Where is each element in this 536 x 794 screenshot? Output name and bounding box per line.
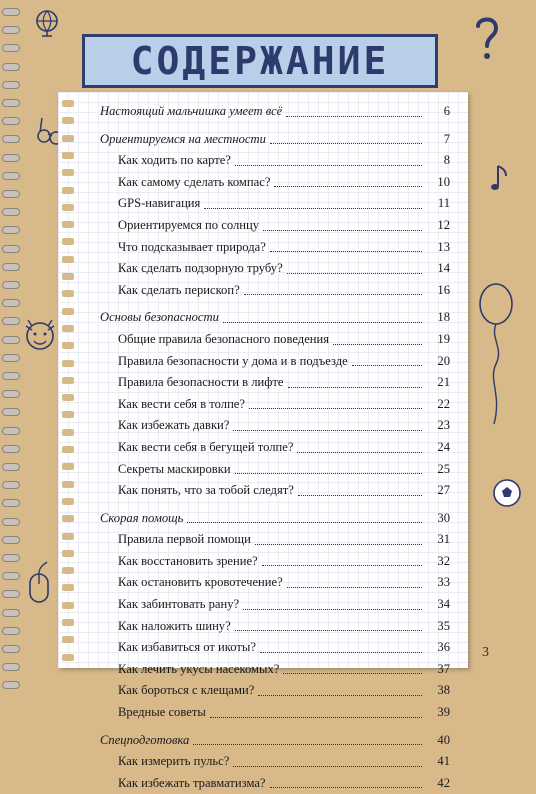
spiral-ring — [2, 663, 20, 671]
toc-page-number: 39 — [437, 705, 450, 720]
toc-page-number: 20 — [437, 353, 450, 368]
toc-entry-title: Как восстановить зрение? — [118, 553, 258, 568]
sheet-perforation — [62, 204, 74, 211]
toc-entry-title: Основы безопасности — [100, 310, 219, 325]
sheet-perforation — [62, 498, 74, 505]
girl-face-doodle-icon — [20, 314, 60, 354]
toc-page-number: 11 — [437, 196, 450, 211]
spiral-ring — [2, 518, 20, 526]
dot-leader — [333, 329, 422, 345]
toc-entry-title: Настоящий мальчишка умеет всё — [100, 104, 283, 118]
toc-page-number: 25 — [437, 461, 450, 476]
sheet-perforation — [62, 256, 74, 263]
dot-leader — [235, 616, 422, 632]
toc-entry-title: Что подсказывает природа? — [118, 239, 266, 254]
sheet-perforation — [62, 429, 74, 436]
toc-entry-title: Как наложить шину? — [118, 618, 231, 633]
toc-entry-title: Как ходить по карте? — [118, 153, 231, 168]
dot-leader — [263, 215, 422, 231]
dot-leader — [286, 101, 422, 117]
toc-page-number: 24 — [437, 439, 450, 454]
spiral-ring — [2, 8, 20, 16]
toc-entry-row — [100, 415, 450, 437]
dot-leader — [298, 480, 422, 496]
sheet-perforation — [62, 636, 74, 643]
sheet-perforation — [62, 654, 74, 661]
title-box — [82, 34, 438, 88]
spiral-ring — [2, 463, 20, 471]
toc-page-number: 19 — [437, 331, 450, 346]
toc-entry-row — [100, 329, 450, 351]
dot-leader — [270, 237, 422, 253]
toc-entry-row — [100, 351, 450, 373]
sheet-perforation — [62, 463, 74, 470]
toc-page-number: 8 — [443, 153, 450, 168]
toc-entry-title: Как понять, что за тобой следят? — [118, 483, 294, 498]
spiral-ring — [2, 190, 20, 198]
dot-leader — [270, 129, 422, 145]
toc-entry-title: Как сделать подзорную трубу? — [118, 261, 283, 276]
table-of-contents — [100, 101, 450, 794]
sheet-perforation — [62, 135, 74, 142]
sheet-perforation — [62, 325, 74, 332]
sheet-perforation — [62, 377, 74, 384]
toc-entry-row — [100, 637, 450, 659]
dot-leader — [260, 637, 422, 653]
spiral-ring — [2, 317, 20, 325]
toc-entry-row — [100, 372, 450, 394]
toc-entry-title: GPS-навигация — [118, 196, 201, 211]
spiral-ring — [2, 336, 20, 344]
toc-page-number: 10 — [437, 174, 450, 189]
toc-page-number: 13 — [437, 239, 450, 254]
toc-entry-row — [100, 751, 450, 773]
dot-leader — [243, 594, 422, 610]
toc-entry-row — [100, 702, 450, 724]
toc-page-number: 31 — [437, 532, 450, 547]
toc-entry-row — [100, 459, 450, 481]
dot-leader — [193, 730, 422, 746]
toc-section-row — [100, 730, 450, 752]
dot-leader — [210, 702, 422, 718]
toc-page-number: 18 — [437, 310, 450, 325]
spiral-ring — [2, 172, 20, 180]
toc-page-number: 34 — [437, 597, 450, 612]
dot-leader — [204, 193, 422, 209]
dot-leader — [233, 415, 422, 431]
sheet-perforation — [62, 342, 74, 349]
toc-entry-title: Как лечить укусы насекомых? — [118, 661, 280, 676]
sheet-perforation — [62, 567, 74, 574]
sheet-perforation — [62, 308, 74, 315]
dot-leader — [235, 459, 422, 475]
toc-page-number: 38 — [437, 683, 450, 698]
toc-entry-row — [100, 172, 450, 194]
spiral-ring — [2, 481, 20, 489]
toc-entry-row — [100, 437, 450, 459]
dot-leader — [287, 258, 422, 274]
toc-entry-title: Как избавиться от икоты? — [118, 640, 256, 655]
toc-entry-row — [100, 280, 450, 302]
dot-leader — [270, 773, 422, 789]
toc-entry-title: Как бороться с клещами? — [118, 683, 255, 698]
spiral-ring — [2, 554, 20, 562]
toc-page-number: 16 — [437, 282, 450, 297]
toc-entry-row — [100, 237, 450, 259]
spiral-ring — [2, 427, 20, 435]
dot-leader — [223, 307, 422, 323]
spiral-ring — [2, 117, 20, 125]
spiral-ring — [2, 645, 20, 653]
spiral-ring — [2, 499, 20, 507]
spiral-ring — [2, 81, 20, 89]
sheet-perforation — [62, 602, 74, 609]
dot-leader — [288, 372, 423, 388]
toc-page-number: 36 — [437, 640, 450, 655]
toc-entry-row — [100, 529, 450, 551]
dot-leader — [283, 659, 422, 675]
dot-leader — [297, 437, 422, 453]
toc-page-number: 37 — [437, 661, 450, 676]
toc-entry-row — [100, 215, 450, 237]
toc-page-number: 27 — [437, 483, 450, 498]
spiral-ring — [2, 372, 20, 380]
toc-entry-title: Ориентируемся по солнцу — [118, 217, 260, 232]
sheet-perforation — [62, 446, 74, 453]
sheet-perforation — [62, 169, 74, 176]
spiral-ring — [2, 536, 20, 544]
dot-leader — [255, 529, 422, 545]
music-note-icon — [490, 162, 510, 196]
toc-entry-title: Правила первой помощи — [118, 532, 251, 547]
spiral-ring — [2, 154, 20, 162]
toc-section-row — [100, 508, 450, 530]
dot-leader — [235, 150, 422, 166]
sheet-perforation — [62, 290, 74, 297]
dot-leader — [287, 572, 422, 588]
toc-page-number: 33 — [437, 575, 450, 590]
dot-leader — [233, 751, 422, 767]
toc-page-number: 12 — [437, 217, 450, 232]
sheet-perforation — [62, 550, 74, 557]
toc-page-number: 41 — [437, 754, 450, 769]
spiral-ring — [2, 208, 20, 216]
toc-page-number: 22 — [437, 396, 450, 411]
sheet-perforation — [62, 584, 74, 591]
toc-section-row — [100, 307, 450, 329]
spiral-ring — [2, 63, 20, 71]
toc-entry-title: Как остановить кровотечение? — [118, 575, 283, 590]
page-number: 3 — [482, 645, 489, 660]
toc-entry-title: Как избежать травматизма? — [118, 775, 266, 790]
mouse-doodle-icon — [24, 560, 54, 620]
globe-doodle-icon — [34, 8, 60, 42]
spiral-ring — [2, 408, 20, 416]
sheet-perforation — [62, 619, 74, 626]
toc-entry-title: Вредные советы — [118, 705, 206, 720]
toc-entry-title: Скорая помощь — [100, 510, 184, 525]
toc-entry-title: Как забинтовать рану? — [118, 597, 240, 612]
dot-leader — [249, 394, 422, 410]
toc-entry-title: Как вести себя в бегущей толпе? — [118, 439, 294, 454]
toc-entry-title: Спецподготовка — [100, 732, 190, 747]
sheet-perforation — [62, 221, 74, 228]
toc-entry-row — [100, 480, 450, 502]
spiral-ring — [2, 135, 20, 143]
toc-page-number: 6 — [443, 104, 450, 118]
spiral-ring — [2, 627, 20, 635]
dot-leader — [262, 551, 422, 567]
toc-entry-row — [100, 551, 450, 573]
sheet-perforation — [62, 100, 74, 107]
toc-entry-row — [100, 572, 450, 594]
sheet-perforation — [62, 187, 74, 194]
sheet-perforation — [62, 394, 74, 401]
spiral-ring — [2, 681, 20, 689]
spiral-ring — [2, 263, 20, 271]
spiral-ring — [2, 299, 20, 307]
toc-entry-row — [100, 659, 450, 681]
spiral-ring — [2, 99, 20, 107]
dot-leader — [274, 172, 422, 188]
spiral-ring — [2, 590, 20, 598]
toc-entry-title: Общие правила безопасного поведения — [118, 331, 330, 346]
sheet-perforation — [62, 360, 74, 367]
toc-page-number: 23 — [437, 418, 450, 433]
toc-entry-title: Как вести себя в толпе? — [118, 396, 245, 411]
toc-page-number: 35 — [437, 618, 450, 633]
toc-page-number: 7 — [443, 131, 450, 146]
toc-entry-title: Ориентируемся на местности — [100, 131, 266, 146]
sheet-perforation — [62, 515, 74, 522]
spiral-ring — [2, 281, 20, 289]
toc-entry-row — [100, 680, 450, 702]
toc-page-number: 42 — [437, 775, 450, 790]
toc-entry-row — [100, 594, 450, 616]
spiral-ring — [2, 354, 20, 362]
toc-page-number: 40 — [437, 732, 450, 747]
spiral-ring — [2, 26, 20, 34]
spiral-ring — [2, 572, 20, 580]
toc-entry-row — [100, 394, 450, 416]
toc-entry-row — [100, 258, 450, 280]
toc-section-row — [100, 129, 450, 151]
spiral-ring — [2, 609, 20, 617]
toc-entry-row — [100, 193, 450, 215]
toc-page-number: 14 — [437, 261, 450, 276]
toc-page-number: 32 — [437, 553, 450, 568]
spiral-ring — [2, 226, 20, 234]
sheet-perforation — [62, 481, 74, 488]
toc-entry-title: Как избежать давки? — [118, 418, 230, 433]
spiral-ring — [2, 44, 20, 52]
sheet-perforation — [62, 273, 74, 280]
toc-page-number: 21 — [437, 375, 450, 390]
toc-entry-title: Правила безопасности в лифте — [118, 375, 284, 390]
dot-leader — [352, 351, 422, 367]
sheet-perforation — [62, 152, 74, 159]
toc-entry-title: Правила безопасности у дома и в подъезде — [118, 353, 348, 368]
toc-entry-title: Секреты маскировки — [118, 461, 231, 476]
spiral-ring — [2, 445, 20, 453]
sheet-perforation — [62, 238, 74, 245]
toc-entry-title: Как самому сделать компас? — [118, 174, 271, 189]
balloon-doodle-icon — [476, 282, 516, 432]
toc-entry-title: Как измерить пульс? — [118, 754, 230, 769]
spiral-binding — [0, 8, 22, 698]
sheet-perforation — [62, 533, 74, 540]
toc-entry-row — [100, 616, 450, 638]
toc-entry-row — [100, 150, 450, 172]
toc-section-row — [100, 101, 450, 123]
toc-page-number: 30 — [437, 510, 450, 525]
toc-entry-title: Как сделать перископ? — [118, 282, 240, 297]
spiral-ring — [2, 390, 20, 398]
question-mark-icon — [474, 14, 500, 64]
spiral-ring — [2, 245, 20, 253]
dot-leader — [244, 280, 422, 296]
sheet-perforation — [62, 117, 74, 124]
dot-leader — [258, 680, 422, 696]
page-title: СОДЕРЖАНИЕ — [130, 39, 390, 83]
soccer-ball-icon — [492, 478, 522, 508]
dot-leader — [187, 508, 422, 524]
toc-entry-row — [100, 773, 450, 794]
sheet-perforation — [62, 411, 74, 418]
